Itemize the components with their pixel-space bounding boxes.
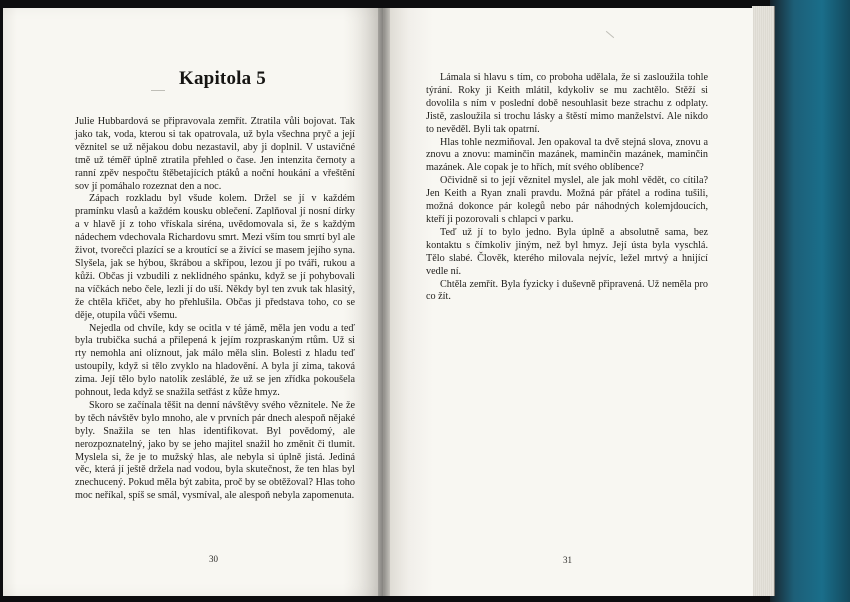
- paragraph: Teď už jí to bylo jedno. Byla úplně a absolutně sama, bez kontaktu s čímkoliv jiným, než byl hmyz. Její ústa byla vyschlá. Tělo slabé. Člověk, kterého milovala nejvíc, ležel mrtvý a hnijící vedle ní.: [426, 226, 708, 277]
- paragraph: Zápach rozkladu byl všude kolem. Držel se jí v každém pramínku vlasů a každém kousku oblečení. Zaplňoval jí nosní dírky a v hlavě jí z toho vřískala siréna, uvědomovala si, že s každým nádechem vdechovala Richardovu smrt. Mezi vším tou smrtí byl ale život, tvorečci plazící se a kroutící se a živící se masem jejího syna. Slyšela, jak se hýbou, škrábou a skřípou, lezou jí po tváři, rukou a kůži. Občas ji vzbudili z neklidného spánku, když se jí pohybovali na víčkách nebo čele, lezli jí do uší. Někdy byl ten zvuk tak hlasitý, že chtěla křičet, aby ho přehlušila. Občas ji představa toho, co se děje, otupila vůči všemu.: [75, 193, 355, 321]
- page-number-right: 31: [563, 555, 572, 565]
- chapter-title: Kapitola 5: [179, 68, 266, 89]
- right-page-text: [426, 72, 708, 304]
- paragraph: Očividně si to její věznitel myslel, ale jak mohl vědět, co cítila? Jen Keith a Ryan znali pravdu. Možná pár přátel a rodina tušili, možná dokonce pár kolegů nebo pár náhodných kolemjdoucích, kteří ji pozorovali s chlapci v parku.: [426, 175, 708, 225]
- right-page: [383, 8, 753, 596]
- paragraph: Skoro se začínala těšit na denní návštěvy svého věznitele. Ne že by těch návštěv bylo mnoho, ale v prvních pár dnech alespoň nějaké byly. Snažila se ten hlas identifikovat. Byl povědomý, ale nerozpoznatelný, jako by se jeho majitel snažil ho změnit či tlumit. Myslela si, že je to mužský hlas, ale nebyla si úplně jistá. Jediná věc, která jí ještě držela nad vodou, byla skutečnost, že ten hlas byl znechucený. Pokud měla být zabita, proč by se obtěžoval? Hlas toho moc neříkal, spíš se smál, vysmíval, ale alespoň nebyla zapomenuta.: [75, 399, 355, 502]
- left-page: [3, 8, 383, 596]
- book-gutter: [378, 8, 390, 596]
- page-stack-edge: [752, 6, 775, 596]
- paragraph: Hlas tohle nezmiňoval. Jen opakoval ta dvě stejná slova, znovu a znovu a znovu: maminčin mazánek, maminčin mazánek, maminčin mazánek. Ale copak je to hřích, mít svého oblíbence?: [426, 136, 708, 174]
- book-cover-edge: [770, 0, 850, 602]
- paragraph: Lámala si hlavu s tím, co proboha udělala, že si zasloužila tohle týrání. Roky ji Keith mlátil, kdykoliv se mu zachtělo. Stěží si dovolila s ním v poslední době nesouhlasit beze strachu z odplaty. Jistě, zasloužila si trochu lásky a štěstí mimo manželství. Ale nikdo to nevěděl. Byli tak opatrní.: [426, 72, 708, 135]
- paragraph: Nejedla od chvíle, kdy se ocitla v té jámě, měla jen vodu a teď byla trubička suchá a přilepená k jejím rozpraskaným rtům. Už si rty nemohla ani olíznout, jak málo měla slin. Bolesti z hladu teď ustoupily, když si tělo zvyklo na hladovění. A byla jí zima, taková zima. Její tělo bylo natolik zesláblé, že už se jen zřídka pokoušela pohnout, leda když se snažila setřást z kůže hmyz.: [75, 322, 355, 399]
- paragraph: Julie Hubbardová se připravovala zemřít. Ztratila vůli bojovat. Tak jako tak, voda, kterou si tak opatrovala, už byla všechna pryč a její věznitel se už nějakou dobu nezastavil, aby ji doplnil. V ustavičné tmě už téměř úplně ztratila přehled o čase. Jen intenzita černoty a ranní zpěv nespočtu štěbetajících ptáků a noční houkání a vřeštění sov jí pomáhalo rozeznat den a noc.: [75, 116, 355, 192]
- paragraph: Chtěla zemřít. Byla fyzicky i duševně připravená. Už neměla pro co žít.: [426, 278, 708, 303]
- page-number-left: 30: [209, 554, 218, 564]
- page-mark: [151, 90, 165, 91]
- page-mark: [606, 31, 614, 38]
- left-page-text: [75, 116, 355, 503]
